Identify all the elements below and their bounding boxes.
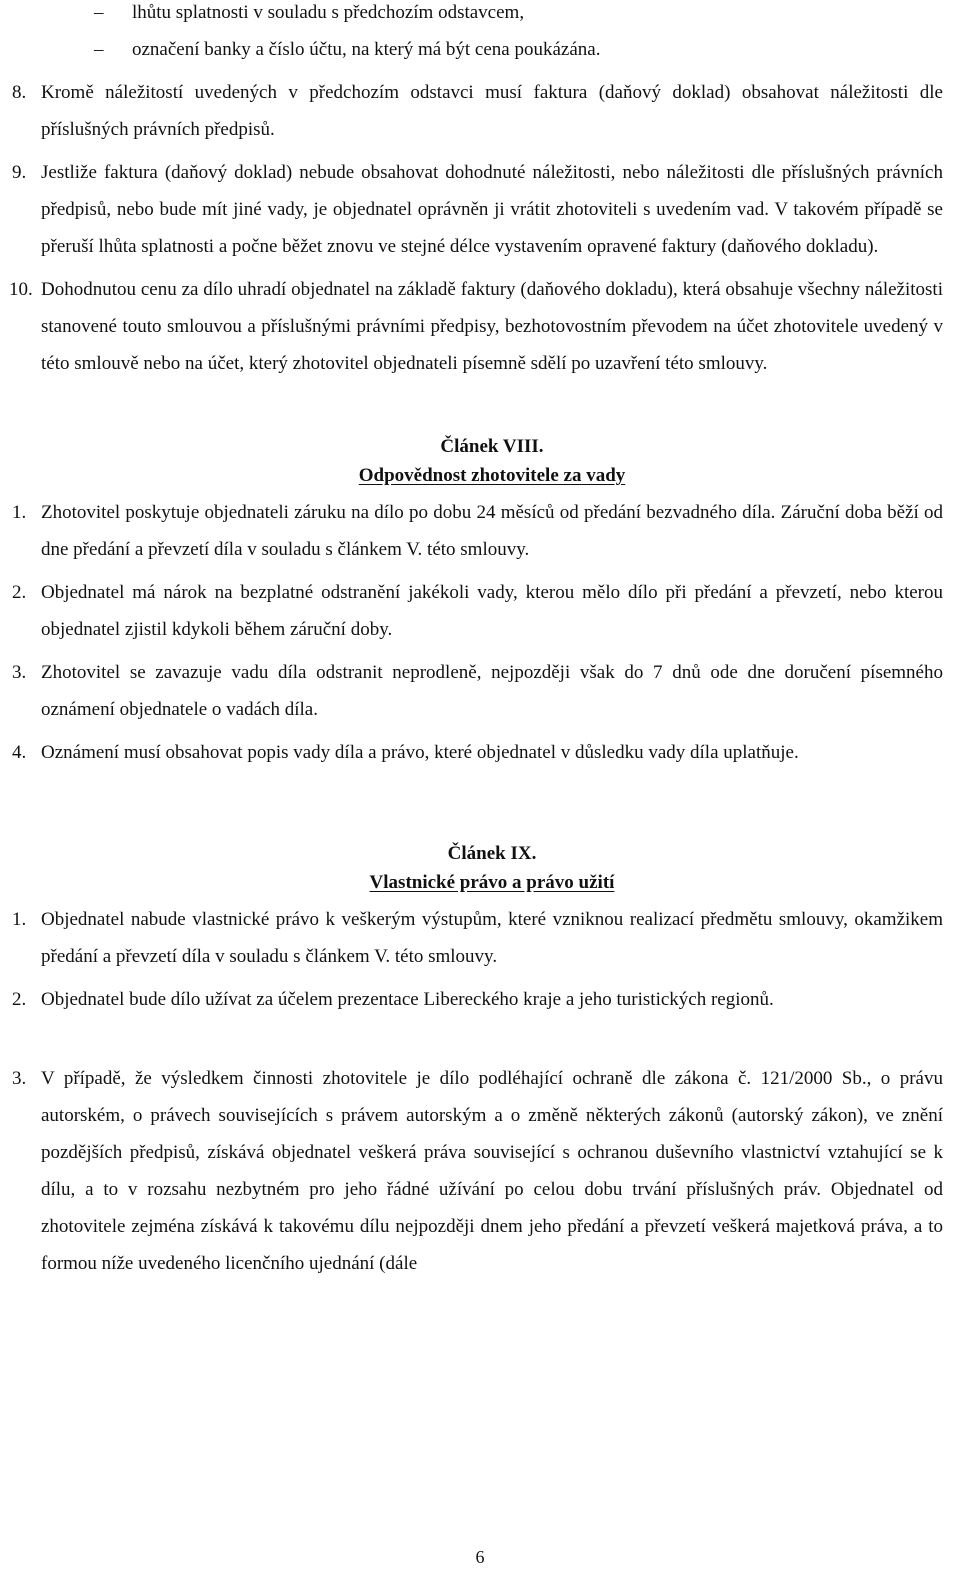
dash-item-text: označení banky a číslo účtu, na který má být cena poukázána. xyxy=(132,39,601,60)
article-subtitle: Vlastnické právo a právo užití xyxy=(369,872,615,893)
clause-number: 4. xyxy=(12,742,27,763)
clause-number: 10. xyxy=(9,279,33,300)
numbered-clause xyxy=(9,271,943,382)
clause-number: 2. xyxy=(12,989,27,1010)
numbered-clause xyxy=(12,901,943,975)
numbered-clause xyxy=(12,1060,943,1282)
clause-number: 9. xyxy=(12,162,27,183)
clause-number: 3. xyxy=(12,662,27,683)
clause-text: Zhotovitel se zavazuje vadu díla odstranit neprodleně, nejpozději však do 7 dnů ode dne doručení písemného oznámení objednatele o vadách díla. xyxy=(41,662,943,720)
numbered-clause xyxy=(12,734,943,771)
clause-number: 2. xyxy=(12,582,27,603)
dash-list-item xyxy=(94,0,943,31)
numbered-clause xyxy=(12,154,943,265)
dash-list-item xyxy=(94,31,943,68)
dash-item-text: lhůtu splatnosti v souladu s předchozím odstavcem, xyxy=(132,2,525,23)
numbered-clause xyxy=(12,74,943,148)
clause-text: Kromě náležitostí uvedených v předchozím odstavci musí faktura (daňový doklad) obsahovat náležitosti dle příslušných právních předpisů. xyxy=(41,82,943,140)
clause-text: Objednatel bude dílo užívat za účelem prezentace Libereckého kraje a jeho turistických regionů. xyxy=(41,989,774,1010)
clause-text: Jestliže faktura (daňový doklad) nebude obsahovat dohodnuté náležitosti, nebo náležitosti dle příslušných právních předpisů, nebo bude mít jiné vady, je objednatel oprávněn ji vrátit zhotoviteli s uvedením vad. V takovém případě se přeruší lhůta splatnosti a počne běžet znovu ve stejné délce vystavením opravené faktury (daňového dokladu). xyxy=(41,162,943,257)
numbered-clause xyxy=(12,981,943,1018)
dash-list xyxy=(0,0,960,68)
article-title: Článek IX. xyxy=(447,843,537,864)
dash-bullet: – xyxy=(94,2,104,23)
clause-text: Objednatel má nárok na bezplatné odstranění jakékoli vady, kterou mělo dílo při předání a převzetí, nebo kterou objednatel zjistil kdykoli během záruční doby. xyxy=(41,582,943,640)
clause-number: 1. xyxy=(12,909,27,930)
clause-text: Zhotovitel poskytuje objednateli záruku na dílo po dobu 24 měsíců od předání bezvadného díla. Záruční doba běží od dne předání a převzetí díla v souladu s článkem V. této smlouvy. xyxy=(41,502,943,560)
article-title: Článek VIII. xyxy=(440,436,544,457)
numbered-clause xyxy=(12,494,943,568)
page-number: 6 xyxy=(475,1547,485,1567)
clause-text: V případě, že výsledkem činnosti zhotovitele je dílo podléhající ochraně dle zákona č. 121/2000 Sb., o právu autorském, o právech souvisejících s právem autorským a o změně některých zákonů (autorský zákon), ve znění pozdějších předpisů, získává objednatel veškerá práva související s ochranou duševního vlastnictví vztahující se k dílu, a to v rozsahu nezbytném pro jeho řádné užívání po celou dobu trvání příslušných práv. Objednatel od zhotovitele zejména získává k takovému dílu nejpozději dnem jeho předání a převzetí veškerá majetková práva, a to formou níže uvedeného licenčního ujednání (dále xyxy=(41,1068,943,1274)
clause-text: Oznámení musí obsahovat popis vady díla a právo, které objednatel v důsledku vady díla uplatňuje. xyxy=(41,742,799,763)
clause-number: 3. xyxy=(12,1068,27,1089)
article-subtitle: Odpovědnost zhotovitele za vady xyxy=(358,465,626,486)
clause-number: 1. xyxy=(12,502,27,523)
numbered-clause xyxy=(12,654,943,728)
clause-text: Dohodnutou cenu za dílo uhradí objednatel na základě faktury (daňového dokladu), která obsahuje všechny náležitosti stanovené touto smlouvou a příslušnými právními předpisy, bezhotovostním převodem na účet zhotovitele uvedený v této smlouvě nebo na účet, který zhotovitel objednateli písemně sdělí po uzavření této smlouvy. xyxy=(41,279,943,374)
clause-number: 8. xyxy=(12,82,27,103)
dash-bullet: – xyxy=(94,39,104,60)
numbered-clause xyxy=(12,574,943,648)
clause-text: Objednatel nabude vlastnické právo k veškerým výstupům, které vzniknou realizací předmětu smlouvy, okamžikem předání a převzetí díla v souladu s článkem V. této smlouvy. xyxy=(41,909,943,967)
